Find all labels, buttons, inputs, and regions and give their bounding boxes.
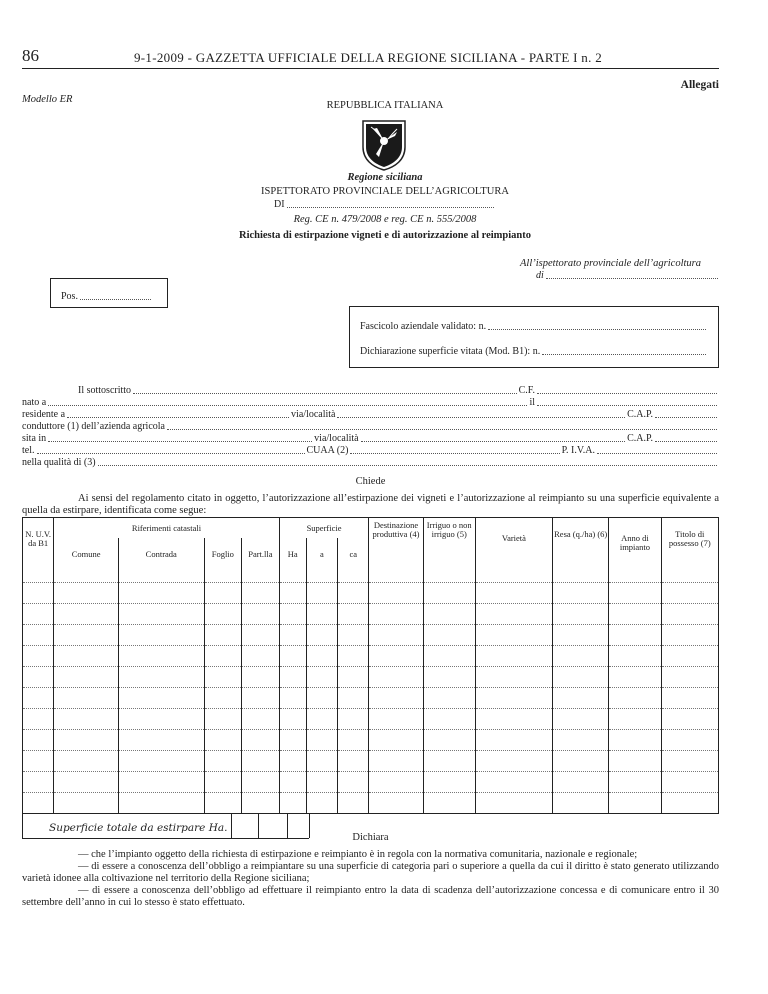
fascicolo-box [349, 306, 719, 368]
table-row [23, 729, 719, 750]
dichiarazione-label: Dichiarazione superficie vitata (Mod. B1): n. [360, 346, 541, 357]
nato-a-label: nato a [22, 397, 47, 408]
pos-box [50, 278, 168, 308]
col-riferimenti: Riferimenti catastali [54, 518, 279, 538]
cuaa-label: CUAA (2) [306, 445, 349, 456]
col-resa: Resa (q./ha) (6) [553, 518, 609, 562]
col-anno: Anno di impianto [609, 518, 661, 562]
residente-label: residente a [22, 409, 66, 420]
cf-label: C.F. [518, 385, 535, 396]
repubblica-label: REPUBBLICA ITALIANA [326, 100, 444, 111]
cap-label: C.A.P. [627, 409, 653, 420]
document-title: Richiesta di estirpazione vigneti e di autorizzazione al reimpianto [238, 230, 532, 241]
table-row [23, 645, 719, 666]
pos-label: Pos. [61, 291, 78, 302]
dichiara-heading: Dichiara [352, 832, 389, 843]
sita-in-label: sita in [22, 433, 47, 444]
col-superficie: Superficie [279, 518, 369, 538]
header-rule [22, 68, 719, 69]
table-row [23, 562, 719, 583]
regione-emblem [357, 117, 411, 175]
via-localita-label: via/località [291, 409, 336, 420]
table-row [23, 792, 719, 813]
table-row [23, 687, 719, 708]
personal-fields [22, 384, 719, 468]
fascicolo-label: Fascicolo aziendale validato: n. [360, 321, 487, 332]
col-irriguo: Irriguo o non irriguo (5) [423, 518, 475, 562]
table-row [23, 771, 719, 792]
total-label: Superficie totale da estirpare Ha. [49, 821, 228, 834]
ispettorato-label: ISPETTORATO PROVINCIALE DELL’AGRICOLTURA [261, 186, 509, 197]
parcel-table [22, 517, 719, 839]
modello-label: Modello ER [22, 94, 73, 105]
dichiara-item: — che l’impianto oggetto della richiesta di estirpazione e reimpianto è in regola con la normativa comunitaria, nazionale e regionale; [78, 849, 638, 860]
addressee-di: di [536, 270, 544, 281]
chiede-heading: Chiede [355, 476, 386, 487]
col-ha: Ha [279, 538, 306, 562]
di-line [274, 198, 496, 210]
qualita-label: nella qualità di (3) [22, 457, 96, 468]
cap-label-2: C.A.P. [627, 433, 653, 444]
col-foglio: Foglio [204, 538, 242, 562]
col-a: a [306, 538, 337, 562]
col-varieta: Varietà [475, 518, 552, 562]
table-row [23, 582, 719, 603]
il-label: il [529, 397, 535, 408]
table-row [23, 603, 719, 624]
via-localita-label-2: via/località [314, 433, 359, 444]
col-ca: ca [338, 538, 369, 562]
regione-label: Regione siciliana [347, 172, 423, 183]
table-row [23, 666, 719, 687]
piva-label: P. I.V.A. [561, 445, 595, 456]
table-row [23, 624, 719, 645]
tel-label: tel. [22, 445, 35, 456]
col-nuv: N. U.V. da B1 [23, 518, 54, 562]
col-partlla: Part.lla [242, 538, 280, 562]
table-row [23, 708, 719, 729]
dichiara-item: — di essere a conoscenza dell’obbligo a reimpiantare su una superficie di categoria pari o superiore a quella da cui il diritto è stato generato utilizzando varietà idonee alla coltivazione nel territorio della Regione siciliana; [22, 861, 719, 884]
di-label: DI [274, 199, 285, 210]
col-comune: Comune [54, 538, 119, 562]
col-contrada: Contrada [118, 538, 204, 562]
reg-ce-label: Reg. CE n. 479/2008 e reg. CE n. 555/2008 [293, 214, 477, 225]
dichiara-list [22, 849, 719, 909]
table-row [23, 750, 719, 771]
chiede-text: Ai sensi del regolamento citato in oggetto, l’autorizzazione all’estirpazione dei vigneti e l’autorizzazione al reimpianto su una superficie equivalente a quella da estirpare, identificata come segue: [22, 493, 719, 516]
running-title: 9-1-2009 - GAZZETTA UFFICIALE DELLA REGIONE SICILIANA - PARTE I n. 2 [134, 50, 603, 65]
addressee-block [520, 258, 720, 281]
dichiara-item: — di essere a conoscenza dell’obbligo ad effettuare il reimpianto entro la data di scadenza dell’autorizzazione concessa e di comunicare entro il 30 settembre dell’anno in cui lo stesso è stato effettuato. [22, 885, 719, 908]
allegati-label: Allegati [680, 79, 719, 91]
conduttore-label: conduttore (1) dell’azienda agricola [22, 421, 165, 432]
addressee-line1: All’ispettorato provinciale dell’agricoltura [520, 258, 702, 269]
page-number: 86 [22, 46, 39, 65]
col-destinazione: Destinazione produttiva (4) [369, 518, 423, 562]
sottoscritto-label: Il sottoscritto [78, 385, 132, 396]
col-titolo: Titolo di possesso (7) [661, 518, 718, 562]
